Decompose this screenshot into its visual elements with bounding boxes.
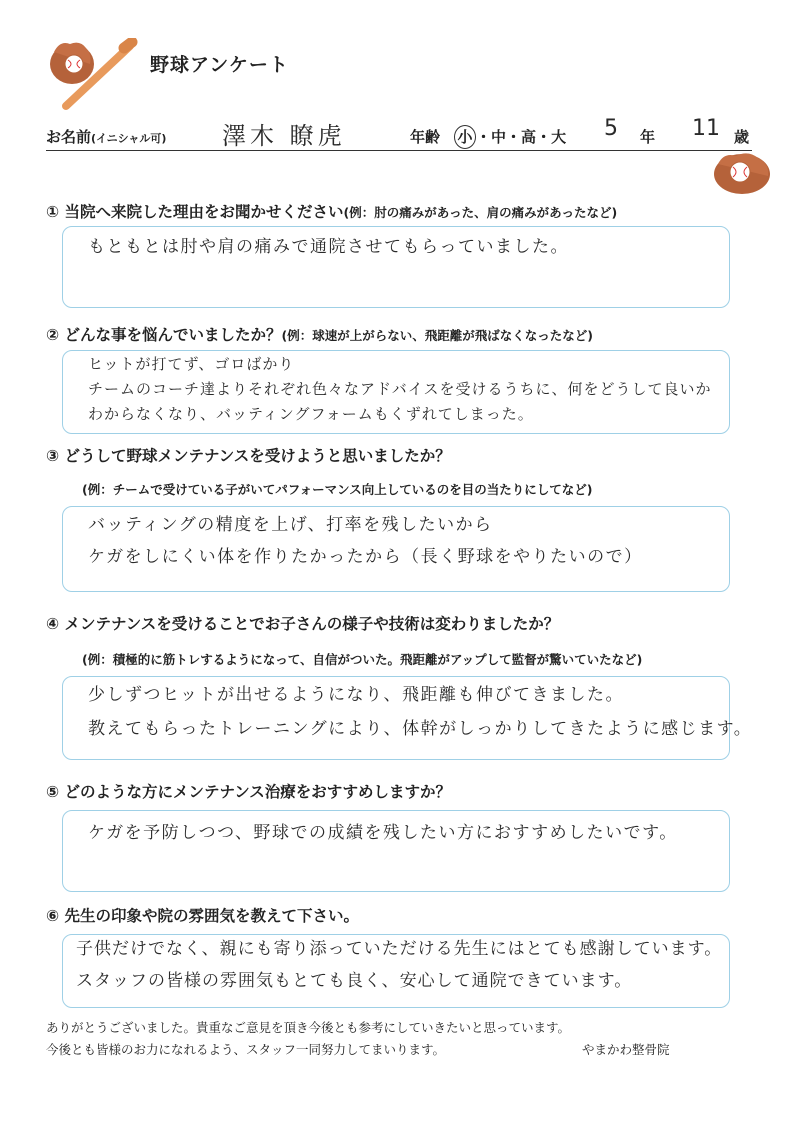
answer-5-line-1: ケガを予防しつつ、野球での成績を残したい方におすすめしたいです。 [88,823,678,843]
answer-3-line-1: バッティングの精度を上げ、打率を残したいから [88,515,493,535]
age-value: 11 [692,116,720,141]
page-title: 野球アンケート [150,54,289,76]
question-6 [46,904,359,926]
question-6-text: 先生の印象や院の雰囲気を教えて下さい。 [64,907,360,925]
name-label [46,126,166,147]
answer-1-line-1: もともとは肘や肩の痛みで通院させてもらっていました。 [88,237,569,257]
question-5-text: どのような方にメンテナンス治療をおすすめしますか？ [64,783,451,801]
question-4 [46,612,559,634]
name-label-text: お名前 [46,128,92,146]
question-5 [46,780,451,802]
question-5-number: ⑤ [46,783,60,801]
header-underline [46,150,752,151]
question-2 [46,323,593,345]
school-level-university: 大 [551,128,567,146]
answer-6-line-1: 子供だけでなく、親にも寄り添っていただける先生にはとても感謝しています。 [76,939,723,959]
answer-3-line-2: ケガをしにくい体を作りたかったから（長く野球をやりたいので） [88,547,643,567]
glove-bat-icon [46,38,138,110]
age-label: 年齢 [410,128,441,146]
grade-unit: 年 [640,128,656,146]
question-1-example: (例：肘の痛みがあった、肩の痛みがあったなど) [343,205,618,220]
question-2-number: ② [46,326,60,344]
footer-thanks: ありがとうございました。貴重なご意見を頂き今後とも参考にしていきたいと思っています。 [46,1020,571,1035]
answer-2-line-3: わからなくなり、バッティングフォームもくずれてしまった。 [88,405,534,423]
question-4-number: ④ [46,615,60,633]
question-1 [46,200,617,222]
question-4-example: (例：積極的に筋トレするようになって、自信がついた。飛距離がアップして監督が驚いていたなど) [82,652,643,667]
question-4-text: メンテナンスを受けることでお子さんの様子や技術は変わりましたか？ [64,615,560,633]
question-2-text: どんな事を悩んでいましたか？ [64,326,282,344]
name-note: (イニシャル可) [91,132,167,145]
school-level-junior-high: 中 [491,128,507,146]
question-3-number: ③ [46,447,60,465]
school-level-high: 高 [521,128,537,146]
question-3-text: どうして野球メンテナンスを受けようと思いましたか？ [64,447,451,465]
name-value: 澤木 瞭虎 [222,122,346,150]
answer-4-line-1: 少しずつヒットが出せるようになり、飛距離も伸びてきました。 [88,685,624,705]
answer-2-line-2: チームのコーチ達よりそれぞれ色々なアドバイスを受けるうちに、何をどうして良いか [88,380,712,398]
school-level-selector: 小 ・中・高・大 [454,126,566,147]
answer-2-line-1: ヒットが打てず、ゴロばかり [88,355,295,373]
question-3-example: (例：チームで受けている子がいてパフォーマンス向上しているのを目の当たりにしてなど) [82,482,593,497]
question-1-text: 当院へ来院した理由をお聞かせください [64,203,344,221]
question-1-number: ① [46,203,60,221]
clinic-name: やまかわ整骨院 [582,1042,670,1057]
question-2-example: (例：球速が上がらない、飛距離が飛ばなくなったなど) [281,328,593,343]
question-3 [46,444,451,466]
glove-ball-icon [712,150,774,196]
footer-commitment: 今後とも皆様のお力になれるよう、スタッフ一同努力してまいります。 [46,1042,446,1057]
age-unit: 歳 [734,128,750,146]
school-level-elementary: 小 [454,125,476,149]
grade-value: 5 [604,116,618,141]
answer-6-line-2: スタッフの皆様の雰囲気もとても良く、安心して通院できています。 [76,971,633,991]
question-6-number: ⑥ [46,907,60,925]
answer-4-line-2: 教えてもらったトレーニングにより、体幹がしっかりしてきたように感じます。 [88,719,753,739]
